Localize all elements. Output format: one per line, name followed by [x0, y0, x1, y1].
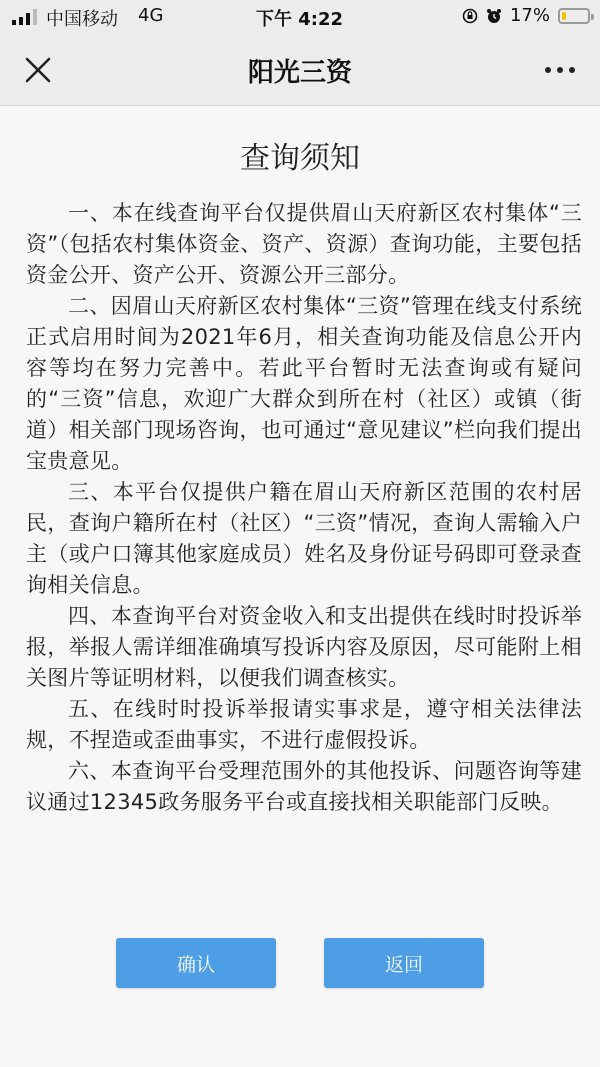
battery-icon	[558, 8, 590, 24]
alarm-clock-icon	[486, 8, 502, 24]
notice-paragraph-1: 一、本在线查询平台仅提供眉山天府新区农村集体“三资”（包括农村集体资金、资产、资源）查询功能，主要包括资金公开、资产公开、资源公开三部分。	[26, 201, 582, 287]
app-title: 阳光三资	[247, 58, 352, 88]
more-dots-icon[interactable]	[542, 60, 578, 80]
notice-paragraph-2: 二、因眉山天府新区农村集体“三资”管理在线支付系统正式启用时间为2021年6月，相关查询功能及信息公开内容等均在努力完善中。若此平台暂时无法查询或有疑问的“三资”信息，欢迎广大群众到所在村（社区）或镇（街道）相关部门现场咨询，也可通过“意见建议”栏向我们提出宝贵意见。	[26, 294, 582, 473]
carrier-name: 中国移动	[46, 9, 118, 30]
confirm-button[interactable]: 确认	[116, 938, 276, 988]
signal-strength-icon	[12, 9, 40, 25]
notice-body	[26, 198, 582, 818]
notice-paragraph-3: 三、本平台仅提供户籍在眉山天府新区范围的农村居民，查询户籍所在村（社区）“三资”情况，查询人需输入户主（或户口簿其他家庭成员）姓名及身份证号码即可登录查询相关信息。	[26, 480, 582, 597]
back-button[interactable]: 返回	[324, 938, 484, 988]
status-right-group	[462, 5, 590, 26]
rotation-lock-icon	[462, 8, 478, 24]
status-time: 下午 4:22	[256, 9, 344, 30]
network-type: 4G	[138, 5, 164, 26]
notice-paragraph-6: 六、本查询平台受理范围外的其他投诉、问题咨询等建议通过12345政务服务平台或直接找相关职能部门反映。	[26, 759, 582, 814]
notice-paragraph-5: 五、在线时时投诉举报请实事求是，遵守相关法律法规，不捏造或歪曲事实，不进行虚假投诉。	[26, 697, 582, 752]
notice-paragraph-4: 四、本查询平台对资金收入和支出提供在线时时投诉举报，举报人需详细准确填写投诉内容及原因，尽可能附上相关图片等证明材料，以便我们调查核实。	[26, 604, 582, 690]
title-bar	[0, 34, 600, 106]
notice-title: 查询须知	[240, 141, 360, 176]
battery-percent: 17%	[509, 5, 550, 26]
status-bar	[0, 0, 600, 34]
battery-level-fill	[562, 12, 566, 20]
